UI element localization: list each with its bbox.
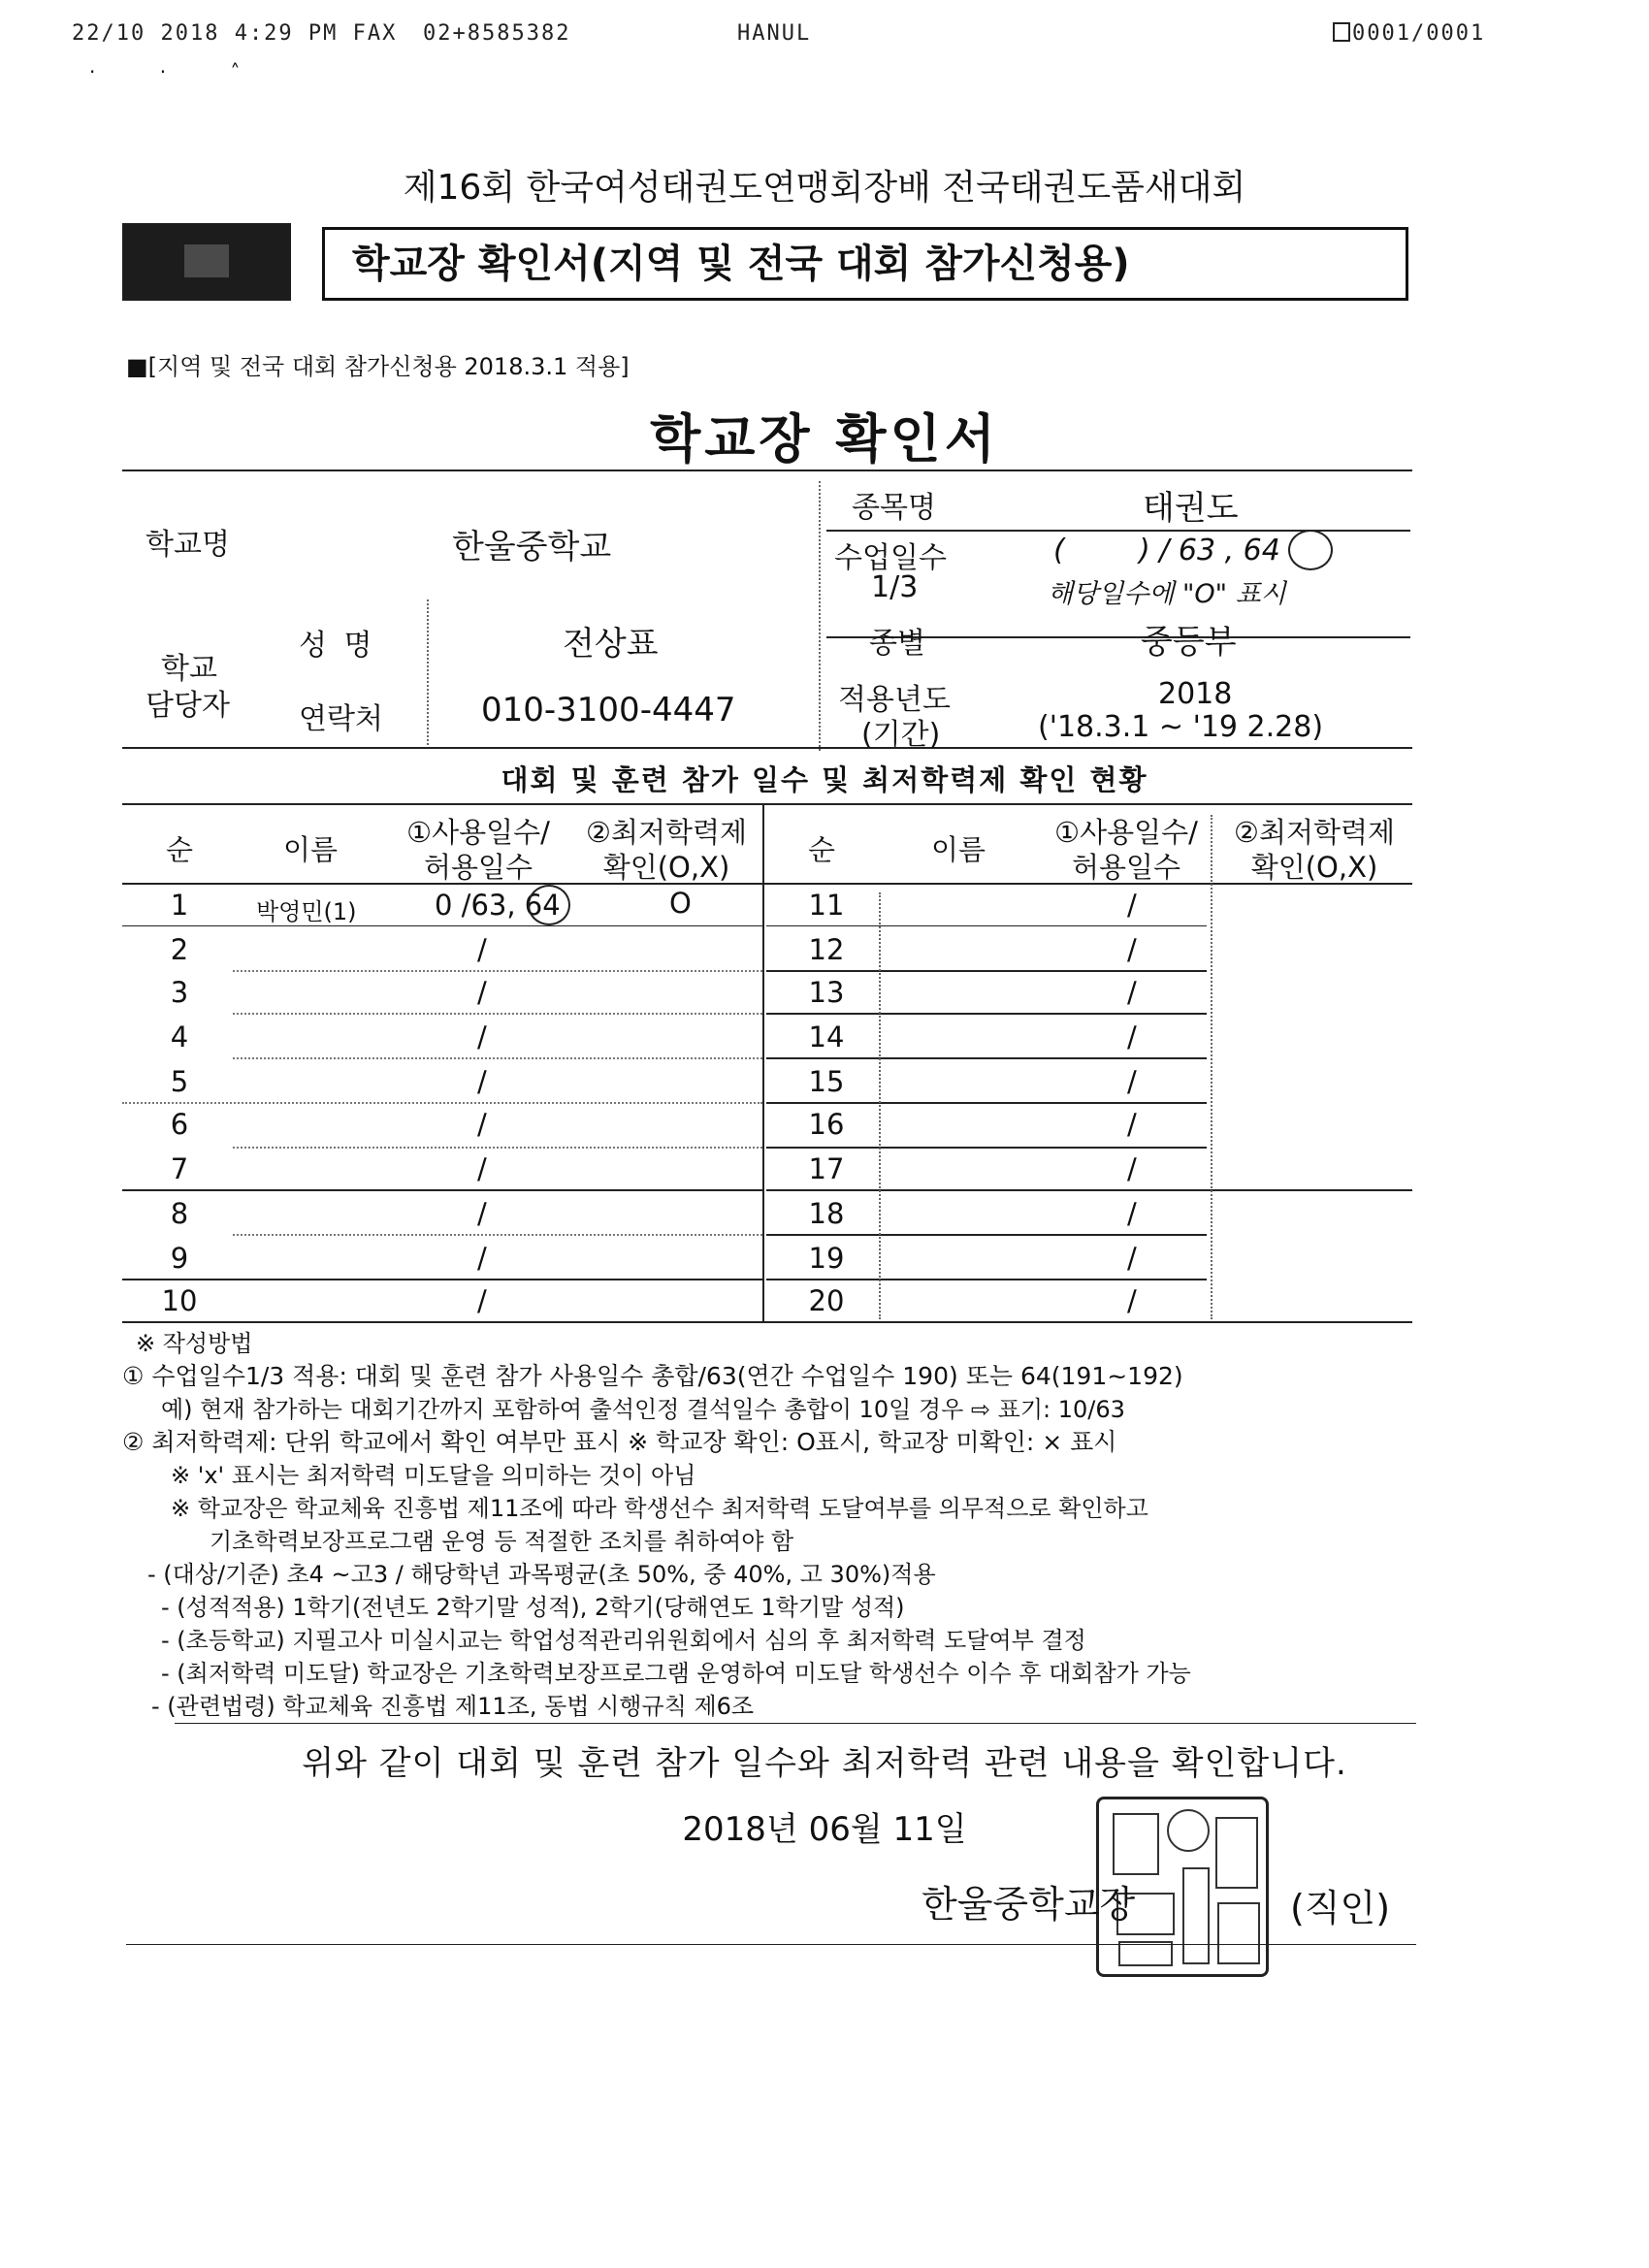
- row-rule-r6: [766, 1147, 1207, 1149]
- table-row-no: 12: [808, 933, 845, 966]
- note-line: - (성적적용) 1학기(전년도 2학기말 성적), 2학기(당해연도 1학기말 성적): [161, 1594, 905, 1621]
- fax-page: [1333, 21, 1485, 46]
- name-value: 전상표: [563, 625, 659, 664]
- fax-number: 02+8585382: [423, 21, 571, 46]
- signatory: 한울중학교장: [922, 1883, 1136, 1926]
- year-value: 2018: [1158, 677, 1233, 711]
- redacted-block: [122, 223, 291, 301]
- info-divider: [819, 481, 821, 751]
- table-row-no: 17: [808, 1152, 845, 1185]
- table-bottom-rule: [122, 1321, 1412, 1323]
- table-header-rule: [122, 883, 1412, 885]
- table-row-days: /: [477, 1284, 487, 1317]
- col-days-2: 허용일수: [423, 851, 534, 884]
- school-label: 학교명: [146, 528, 230, 562]
- table-center-divider: [762, 803, 764, 1321]
- confirmation-statement: 위와 같이 대회 및 훈련 참가 일수와 최저학력 관련 내용을 확인합니다.: [302, 1744, 1347, 1783]
- col-days-1: ①사용일수/: [406, 816, 550, 849]
- note-line: ※ 학교장은 학교체육 진흥법 제11조에 따라 학생선수 최저학력 도달여부를 의무적으로 확인하고: [171, 1495, 1148, 1522]
- applied-note: ■[지역 및 전국 대회 참가신청용 2018.3.1 적용]: [126, 353, 630, 380]
- row-rule-4: [233, 1057, 762, 1059]
- class-days-frac: 1/3: [871, 570, 919, 604]
- table-row-no: 9: [170, 1242, 189, 1275]
- note-line: 기초학력보장프로그램 운영 등 적절한 조치를 취하여야 함: [210, 1528, 794, 1555]
- col-no-right: 순: [807, 833, 835, 866]
- row-rule-5: [122, 1102, 762, 1104]
- seal-label: (직인): [1290, 1887, 1391, 1929]
- row-rule-r8: [766, 1234, 1207, 1236]
- table-row-no: 10: [161, 1284, 198, 1317]
- info-top-rule: [122, 470, 1412, 471]
- fax-sender: HANUL: [737, 21, 812, 46]
- row-rule-r5: [766, 1102, 1207, 1104]
- school-value: 한울중학교: [452, 528, 612, 567]
- table-row-days: /: [1127, 1242, 1137, 1275]
- row-rule-2: [233, 970, 762, 972]
- col-check-2: 확인(O,X): [602, 851, 730, 884]
- row-rule-3: [233, 1013, 762, 1015]
- writing-instructions: [122, 1327, 1191, 1723]
- col-no: 순: [165, 833, 193, 866]
- col-check-1: ②최저학력제: [585, 816, 748, 849]
- table-row-days: 0 /63, 64: [435, 889, 561, 922]
- class-days-label: 수업일수: [834, 541, 947, 575]
- table-row-no: 11: [808, 889, 845, 922]
- table-row-days: /: [477, 1065, 487, 1098]
- row-rule-r2: [766, 970, 1207, 972]
- scan-marks: · · ˄: [89, 60, 270, 83]
- table-row-no: 4: [170, 1021, 189, 1053]
- category-label: 종별: [869, 627, 925, 661]
- info-bottom-rule: [122, 747, 1412, 749]
- manager-label-1: 학교: [161, 652, 217, 686]
- col-check-1-right: ②최저학력제: [1233, 816, 1396, 849]
- row-rule-8: [233, 1234, 762, 1236]
- col-check-2-right: 확인(O,X): [1250, 851, 1378, 884]
- event-value: 태권도: [1143, 489, 1239, 528]
- table-row-no: 20: [808, 1284, 845, 1317]
- table-row-no: 3: [170, 976, 189, 1009]
- col-days-1-right: ①사용일수/: [1054, 816, 1198, 849]
- class-days-value: ( ) / 63 , 64: [1053, 534, 1280, 567]
- table-row-days: /: [477, 1108, 487, 1141]
- row-rule-1: [122, 925, 762, 926]
- row-rule-9: [122, 1279, 762, 1280]
- selected-64-circle-row1: [528, 885, 570, 925]
- table-row-days: /: [1127, 1065, 1137, 1098]
- name-col-divider: [879, 892, 881, 1319]
- row-rule-7: [122, 1189, 762, 1191]
- category-value: 중등부: [1141, 623, 1237, 662]
- note-line: 예) 현재 참가하는 대회기간까지 포함하여 출석인정 결석일수 총합이 10일 경우 ⇨ 표기: 10/63: [161, 1396, 1125, 1423]
- row-rule-r7: [766, 1189, 1412, 1191]
- table-row-days: /: [477, 933, 487, 966]
- table-row-days: /: [1127, 1152, 1137, 1185]
- table-row-check: O: [669, 887, 692, 920]
- note-line: ① 수업일수1/3 적용: 대회 및 훈련 참가 사용일수 총합/63(연간 수업일수 190) 또는 64(191~192): [122, 1362, 1183, 1390]
- table-row-days: /: [1127, 933, 1137, 966]
- table-top-rule: [122, 803, 1412, 805]
- document-title: 학교장 확인서: [650, 408, 999, 470]
- table-row-days: /: [477, 1152, 487, 1185]
- manager-label-2: 담당자: [146, 689, 230, 723]
- table-row-name: 박영민(1): [256, 898, 357, 925]
- col-days-2-right: 허용일수: [1071, 851, 1181, 884]
- table-row-no: 14: [808, 1021, 845, 1053]
- table-row-no: 7: [170, 1152, 189, 1185]
- table-row-days: /: [1127, 1284, 1137, 1317]
- table-row-no: 8: [170, 1197, 189, 1230]
- row-rule-6: [233, 1147, 762, 1149]
- note-line: - (대상/기준) 초4 ~고3 / 해당학년 과목평균(초 50%, 중 40%, 고 30%)적용: [147, 1561, 936, 1588]
- page-icon: [1333, 22, 1350, 42]
- table-row-no: 5: [170, 1065, 189, 1098]
- note-line: ※ 'x' 표시는 최저학력 미도달을 의미하는 것이 아님: [171, 1462, 696, 1489]
- table-row-days: /: [477, 1021, 487, 1053]
- fax-page-label: 0001/0001: [1352, 21, 1486, 46]
- info-divider-2: [427, 599, 429, 745]
- year-label-2: (기간): [861, 718, 941, 752]
- table-row-days: /: [1127, 889, 1137, 922]
- table-row-days: /: [1127, 1108, 1137, 1141]
- fax-datetime: 22/10 2018 4:29 PM FAX: [72, 21, 398, 46]
- contact-value: 010-3100-4447: [481, 691, 736, 729]
- row-rule-r9: [766, 1279, 1207, 1280]
- year-label: 적용년도: [838, 683, 951, 717]
- name-label: 성 명: [299, 629, 376, 663]
- row-rule-r1: [766, 925, 1207, 926]
- col-name-right: 이름: [930, 833, 986, 866]
- note-line: ② 최저학력제: 단위 학교에서 확인 여부만 표시 ※ 학교장 확인: O표시, 학교장 미확인: × 표시: [122, 1428, 1117, 1456]
- table-row-no: 2: [170, 933, 189, 966]
- table-row-no: 15: [808, 1065, 845, 1098]
- table-row-no: 6: [170, 1108, 189, 1141]
- notes-rule: [175, 1723, 1416, 1724]
- table-row-no: 1: [170, 889, 189, 922]
- info-rule-1: [826, 530, 1410, 532]
- period-value: ('18.3.1 ~ '19 2.28): [1038, 710, 1324, 744]
- competition-title: 제16회 한국여성태권도연맹회장배 전국태권도품새대회: [403, 168, 1246, 208]
- row-rule-r4: [766, 1057, 1207, 1059]
- note-line: - (최저학력 미도달) 학교장은 기초학력보장프로그램 운영하여 미도달 학생선수 이수 후 대회참가 가능: [161, 1660, 1191, 1687]
- event-label: 종목명: [852, 491, 936, 525]
- notes-heading: ※ 작성방법: [136, 1330, 253, 1357]
- row-rule-r3: [766, 1013, 1207, 1015]
- section-heading: 대회 및 훈련 참가 일수 및 최저학력제 확인 현황: [501, 763, 1148, 796]
- note-line: - (초등학교) 지필고사 미실시교는 학업성적관리위원회에서 심의 후 최저학력 도달여부 결정: [161, 1627, 1086, 1654]
- table-row-no: 18: [808, 1197, 845, 1230]
- selected-64-circle: [1288, 530, 1333, 570]
- contact-label: 연락처: [299, 702, 383, 736]
- table-row-days: /: [477, 976, 487, 1009]
- table-row-days: /: [477, 1242, 487, 1275]
- class-days-note: 해당일수에 "O" 표시: [1048, 579, 1286, 609]
- table-row-no: 13: [808, 976, 845, 1009]
- table-row-no: 16: [808, 1108, 845, 1141]
- table-row-days: /: [1127, 1197, 1137, 1230]
- signature-rule: [126, 1944, 1416, 1945]
- table-row-days: /: [1127, 1021, 1137, 1053]
- check-col-divider: [1211, 815, 1212, 1319]
- issue-date: 2018년 06월 11일: [682, 1810, 967, 1849]
- table-row-days: /: [1127, 976, 1137, 1009]
- note-line: - (관련법령) 학교체육 진흥법 제11조, 동법 시행규칙 제6조: [151, 1693, 755, 1720]
- table-row-no: 19: [808, 1242, 845, 1275]
- table-row-days: /: [477, 1197, 487, 1230]
- banner-title: 학교장 확인서(지역 및 전국 대회 참가신청용): [322, 227, 1408, 301]
- col-name: 이름: [282, 833, 339, 866]
